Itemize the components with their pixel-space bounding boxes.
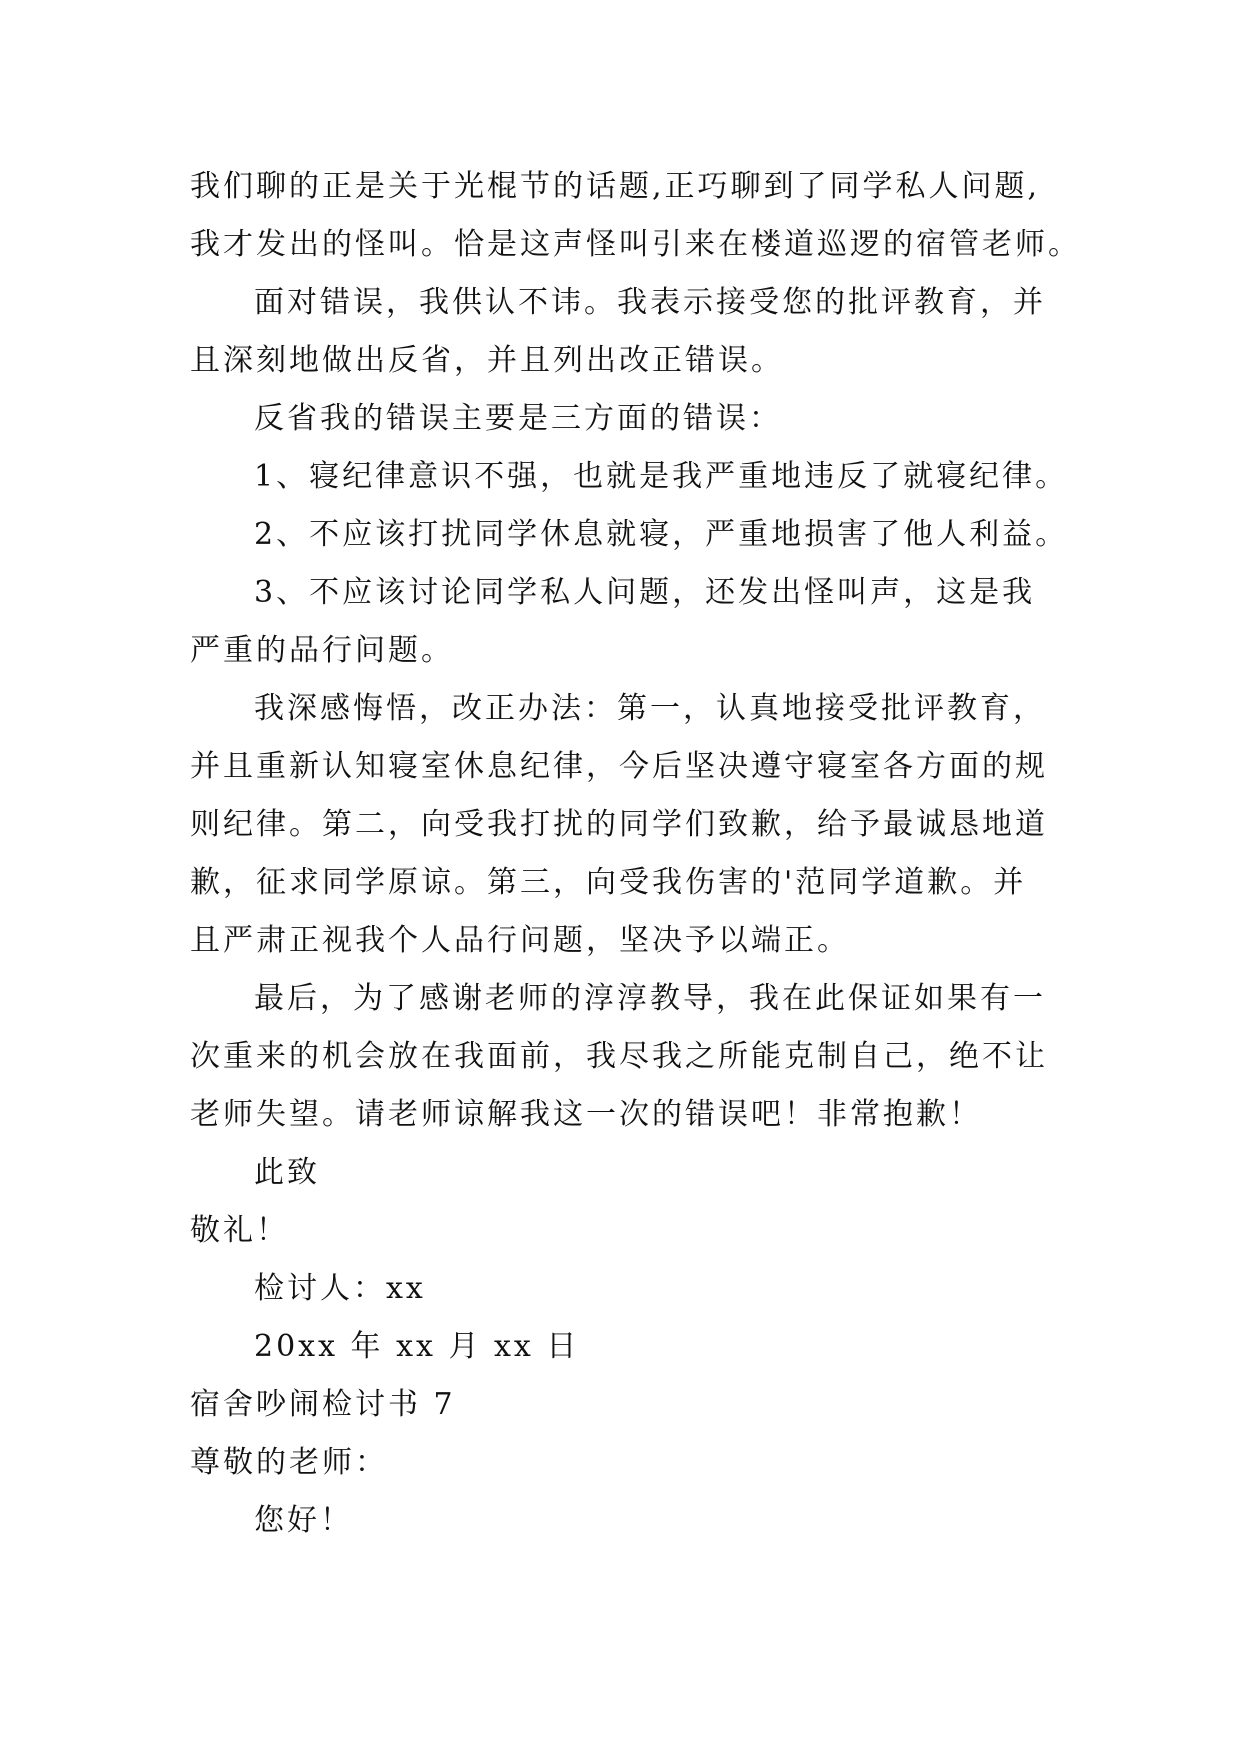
greeting-recipient: 尊敬的老师： [190, 1445, 388, 1480]
paragraph-line: 次重来的机会放在我面前，我尽我之所能克制自己，绝不让 [190, 1039, 1048, 1074]
paragraph-line: 严重的品行问题。 [190, 633, 454, 668]
paragraph-line: 则纪律。第二，向受我打扰的同学们致歉，给予最诚恳地道 [190, 807, 1048, 842]
paragraph-line: 我深感悔悟，改正办法：第一，认真地接受批评教育， [254, 691, 1046, 726]
paragraph-line: 我才发出的怪叫。恰是这声怪叫引来在楼道巡逻的宿管老师。 [190, 227, 1081, 262]
paragraph-line: 且严肃正视我个人品行问题，坚决予以端正。 [190, 923, 850, 958]
paragraph-line: 最后，为了感谢老师的淳淳教导，我在此保证如果有一 [254, 981, 1046, 1016]
paragraph-line: 面对错误，我供认不讳。我表示接受您的批评教育，并 [254, 285, 1046, 320]
paragraph-line: 反省我的错误主要是三方面的错误： [254, 401, 782, 436]
paragraph-line: 我们聊的正是关于光棍节的话题,正巧聊到了同学私人问题, [190, 169, 1041, 204]
closing-regards: 敬礼！ [190, 1213, 289, 1248]
date-line: 20xx 年 xx 月 xx 日 [254, 1329, 580, 1364]
closing-salutation: 此致 [254, 1155, 320, 1190]
list-item: 1、寝纪律意识不强，也就是我严重地违反了就寝纪律。 [254, 459, 1069, 494]
list-item: 3、不应该讨论同学私人问题，还发出怪叫声，这是我 [254, 575, 1036, 610]
paragraph-line: 老师失望。请老师谅解我这一次的错误吧！非常抱歉！ [190, 1097, 982, 1132]
greeting: 您好！ [254, 1503, 353, 1538]
paragraph-line: 且深刻地做出反省，并且列出改正错误。 [190, 343, 784, 378]
paragraph-line: 并且重新认知寝室休息纪律，今后坚决遵守寝室各方面的规 [190, 749, 1048, 784]
signature-line: 检讨人：xx [254, 1271, 426, 1306]
paragraph-line: 歉，征求同学原谅。第三，向受我伤害的'范同学道歉。并 [190, 865, 1027, 900]
section-title: 宿舍吵闹检讨书 7 [190, 1387, 456, 1422]
document-body [190, 158, 1090, 1550]
list-item: 2、不应该打扰同学休息就寝，严重地损害了他人利益。 [254, 517, 1069, 552]
